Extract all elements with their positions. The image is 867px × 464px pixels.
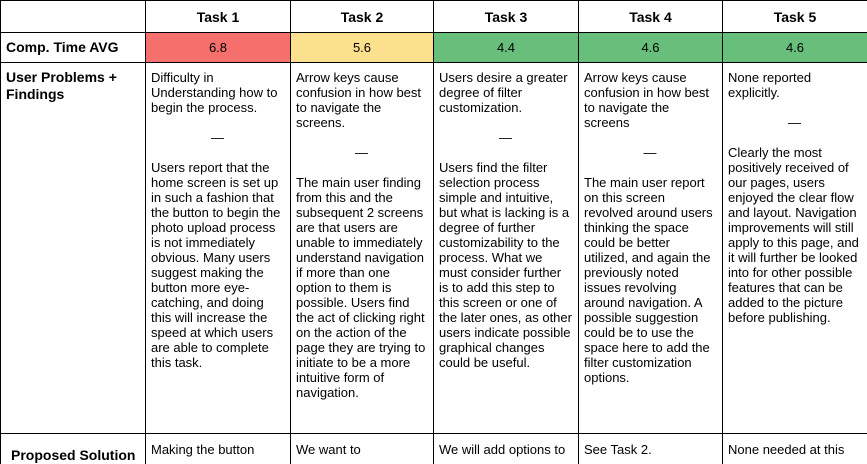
problem-detail: Users find the filter selection process simple and intuitive, but what is lacking is a degree of further customizability to the process. What we must consider further is to add this step to this screen or one of the later ones, as other users indicate possible graphical changes could be useful. <box>439 160 572 370</box>
solution-text: See Task 2. <box>584 442 652 457</box>
comp-time-cell-task-4: 4.6 <box>579 33 723 63</box>
solution-cell-task-4 <box>579 434 723 464</box>
problem-summary: Arrow keys cause confusion in how best to navigate the screens. <box>296 70 422 130</box>
table-header-row <box>1 1 867 33</box>
solution-text: Making the button <box>151 442 255 457</box>
divider-dash: — <box>643 145 657 160</box>
comp-time-cell-task-3: 4.4 <box>434 33 579 63</box>
solution-cell-task-3 <box>434 434 579 464</box>
problem-detail: Clearly the most positively received of our pages, users enjoyed the clear flow and layout. Navigation improvements will still apply to this page, and it will further be looked into for other possible features that can be added to the picture before publishing. <box>728 145 859 325</box>
solution-text: We will add options to <box>439 442 566 457</box>
problem-summary: Arrow keys cause confusion in how best to navigate the screens <box>584 70 710 130</box>
divider-dash: — <box>211 130 224 145</box>
column-header-task-2: Task 2 <box>291 1 434 33</box>
comp-time-cell-task-2: 5.6 <box>291 33 434 63</box>
problem-detail: Users report that the home screen is set up in such a fashion that the button to begin the photo upload process is not immediately obvious. Many users suggest making the button more eye-catching, and doing this will increase the speed at which users are able to complete this task. <box>151 160 281 370</box>
column-header-task-3: Task 3 <box>434 1 579 33</box>
problem-summary: Users desire a greater degree of filter customization. <box>439 70 568 115</box>
column-header-task-4: Task 4 <box>579 1 723 33</box>
divider-dash: — <box>355 145 368 160</box>
problem-detail: The main user finding from this and the subsequent 2 screens are that users are unable to immediately understand navigation if more than one option to them is possible. Users find the act of clicking right on the action of the page they are trying to initiate to be a more intuitive form of navigation. <box>296 175 426 400</box>
problems-cell-task-3 <box>434 63 579 434</box>
problems-cell-task-2 <box>291 63 434 434</box>
proposed-solution-row <box>1 434 867 464</box>
problem-detail: The main user report on this screen revolved around users thinking the space could be better utilized, and again the previously noted issues revolving around navigation. A possible suggestion could be to use the space here to add the filter customization options. <box>584 175 713 385</box>
problems-cell-task-5 <box>723 63 867 434</box>
proposed-solution-row-label <box>1 434 146 464</box>
problem-summary: None reported explicitly. <box>728 70 812 100</box>
divider-dash: — <box>499 130 512 145</box>
problems-cell-task-1 <box>146 63 291 434</box>
solution-cell-task-2 <box>291 434 434 464</box>
user-problems-row <box>1 63 867 434</box>
problems-cell-task-4 <box>579 63 723 434</box>
comp-time-cell-task-5: 4.6 <box>723 33 867 63</box>
solution-cell-task-5 <box>723 434 867 464</box>
problem-summary: Difficulty in Understanding how to begin the process. <box>151 70 278 115</box>
comp-time-row-label: Comp. Time AVG <box>1 33 146 63</box>
column-header-task-1: Task 1 <box>146 1 291 33</box>
solution-text: We want to <box>296 442 361 457</box>
user-problems-row-label: User Problems + Findings <box>1 63 146 434</box>
corner-cell <box>1 1 146 33</box>
comp-time-cell-task-1: 6.8 <box>146 33 291 63</box>
solution-cell-task-1 <box>146 434 291 464</box>
solution-text: None needed at this <box>728 442 845 457</box>
divider-dash: — <box>788 115 801 130</box>
column-header-task-5: Task 5 <box>723 1 867 33</box>
comp-time-row <box>1 33 867 63</box>
proposed-solution-label-text: Proposed Solution <box>11 447 136 463</box>
